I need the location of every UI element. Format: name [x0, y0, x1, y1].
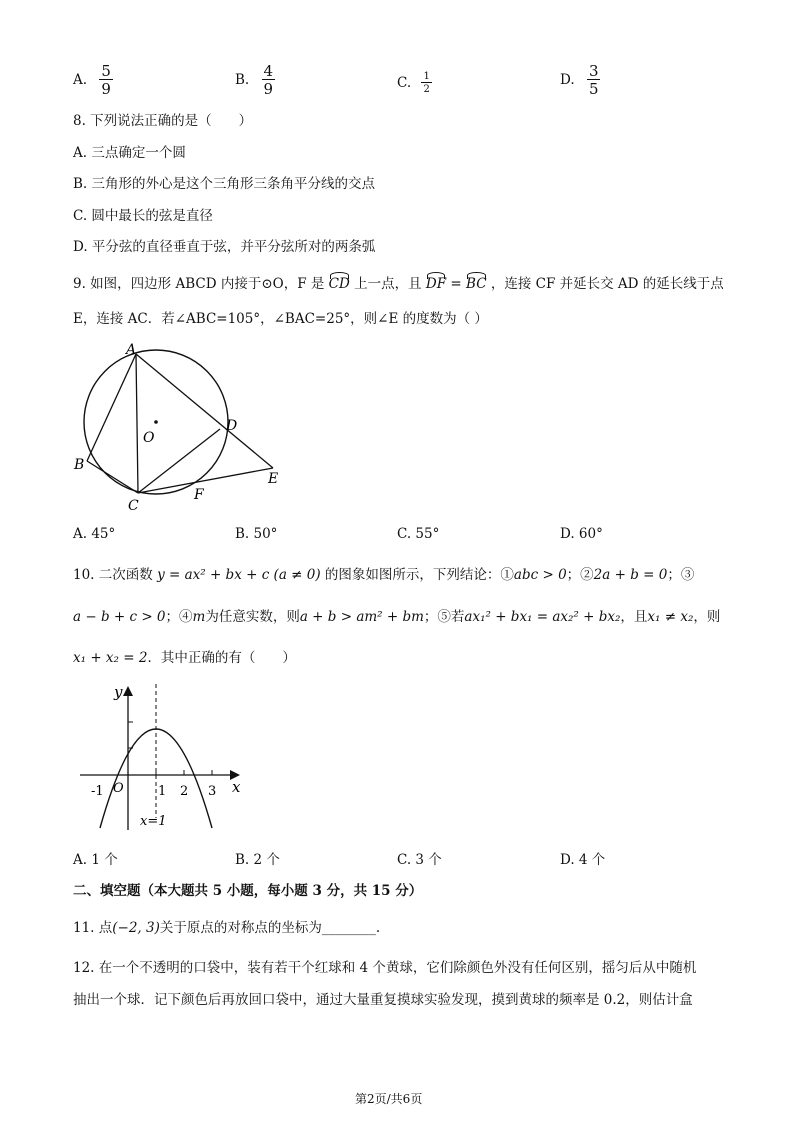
q12-line1: 12. 在一个不透明的口袋中，装有若干个红球和 4 个黄球，它们除颜色外没有任何区别，摇匀后从中随机: [73, 960, 697, 976]
label-d: D: [226, 418, 238, 434]
q8-option-d: D. 平分弦的直径垂直于弦，并平分弦所对的两条弧: [73, 239, 376, 255]
y-axis-arrow: [123, 686, 133, 696]
origin-label: O: [113, 781, 124, 796]
q9-circle-figure: [70, 338, 290, 518]
q9-option-a: A. 45°: [73, 526, 116, 542]
page-footer: 第2页/共6页: [355, 1092, 423, 1106]
q8-option-a: A. 三点确定一个圆: [73, 145, 186, 161]
q9-option-c: C. 55°: [397, 526, 440, 542]
q10-line1: 10. 二次函数 y = ax² + bx + c (a ≠ 0) 的图象如图所示，下列结论：①abc > 0；②2a + b = 0；③: [73, 567, 695, 583]
center-point: [154, 420, 158, 424]
tick-label-3: 3: [208, 784, 217, 799]
arc-cd: CD: [328, 276, 350, 292]
segment-bc: [87, 461, 138, 493]
label-a: A: [126, 342, 137, 358]
symmetry-label: x=1: [140, 814, 167, 829]
q10-option-d: D. 4 个: [560, 852, 606, 868]
q10-option-b: B. 2 个: [235, 852, 280, 868]
q11-stem: 11. 点(−2, 3)关于原点的对称点的坐标为________.: [73, 920, 381, 936]
segment-ce: [138, 468, 273, 493]
y-label: y: [114, 683, 123, 701]
tick-label-neg1: -1: [91, 784, 104, 799]
arc-df: DF: [425, 276, 447, 292]
q9-option-b: B. 50°: [235, 526, 278, 542]
q9-option-d: D. 60°: [560, 526, 603, 542]
q8-option-b: B. 三角形的外心是这个三角形三条角平分线的交点: [73, 176, 376, 192]
label-b: B: [74, 457, 85, 473]
q9-stem-line2: E，连接 AC．若∠ABC=105°，∠BAC=25°，则∠E 的度数为（ ）: [73, 311, 488, 327]
arc-bc: BC: [466, 276, 487, 292]
segment-ae: [136, 354, 273, 468]
label-o: O: [143, 430, 155, 446]
q7-option-c: C. $\frac{1}{2}$: [397, 71, 430, 95]
q12-line2: 抽出一个球．记下颜色后再放回口袋中，通过大量重复摸球实验发现，摸到黄球的频率是 0.2，则估计盒: [73, 992, 693, 1008]
q7-option-d: D. $\frac{3}{5}$: [560, 62, 599, 98]
x-label: x: [232, 778, 241, 796]
q8-option-c: C. 圆中最长的弦是直径: [73, 208, 213, 224]
section-heading: 二、填空题（本大题共 5 小题，每小题 3 分，共 15 分）: [73, 883, 423, 899]
q10-parabola-graph: [70, 678, 260, 838]
q10-line3: x₁ + x₂ = 2．其中正确的有（ ）: [73, 650, 296, 666]
label-c: C: [128, 498, 139, 514]
q9-stem-line1: 9. 如图，四边形 ABCD 内接于⊙O，F 是 CD 上一点，且 DF = BC ，连接 CF 并延长交 AD 的延长线于点: [73, 276, 724, 292]
q8-stem: 8. 下列说法正确的是（ ）: [73, 113, 253, 129]
q7-option-a: A. $\frac{5}{9}$: [73, 62, 111, 98]
label-e: E: [268, 471, 279, 487]
q10-option-a: A. 1 个: [73, 852, 118, 868]
segment-ac: [136, 354, 138, 493]
q10-line2: a − b + c > 0；④m为任意实数，则a + b > am² + bm；⑤若ax₁² + bx₁ = ax₂² + bx₂，且x₁ ≠ x₂，则: [73, 609, 721, 625]
segment-ab: [87, 354, 136, 461]
tick-label-1: 1: [158, 784, 167, 799]
label-f: F: [194, 487, 204, 503]
q7-option-b: B. $\frac{4}{9}$: [235, 62, 274, 98]
q10-option-c: C. 3 个: [397, 852, 442, 868]
tick-label-2: 2: [180, 784, 189, 799]
